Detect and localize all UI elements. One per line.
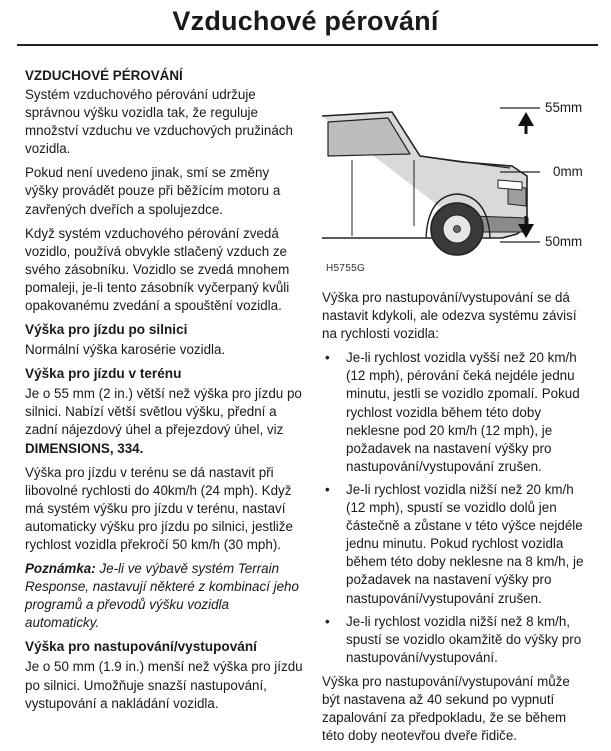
- bullet-icon: •: [325, 350, 330, 366]
- left-column: [25, 67, 303, 719]
- label-50mm: 50mm: [545, 234, 583, 249]
- offroad-paragraph-1: [25, 385, 303, 457]
- closing-paragraph: Výška pro nastupování/vystupování může být nastavena až 40 sekund po vypnutí zapalování za předpokladu, že se během této doby neotevřou dveře řidiče.: [322, 673, 570, 744]
- note-label: Poznámka:: [25, 561, 96, 577]
- right-column: [322, 289, 590, 751]
- access-intro: Výška pro nastupování/vystupování se dá nastavit kdykoli, ale odezva systému závisí na rychlosti vozidla:: [322, 290, 577, 342]
- list-item-text: Je-li rychlost vozidla vyšší než 20 km/h (12 mph), pérování čeká nejdéle jednu minutu, jestli se vozidlo zpomalí. Pokud rychlost vozidla během této doby neklesne pod 20 km/h (12 mph), je požadavek na nastavení výšky pro nastupování/vystupování zrušen.: [346, 350, 580, 474]
- intro-paragraph-2: Pokud není uvedeno jinak, smí se změny výšky provádět pouze při běžícím motoru a zavřených dveřích a spolujezdce.: [25, 165, 281, 217]
- section-heading-air-suspension: VZDUCHOVÉ PÉROVÁNÍ: [25, 68, 183, 83]
- arrow-up-stem: [525, 126, 528, 134]
- arrow-down-stem: [525, 216, 528, 224]
- bullet-icon: •: [325, 613, 330, 629]
- figure-caption: H5755G: [326, 263, 366, 274]
- subheading-road-height: Výška pro jízdu po silnici: [25, 322, 188, 338]
- note-text: Je-li ve výbavě systém Terrain Response, nastavují některé z kombinací jeho programů a převodů výšku vozidla automaticky.: [25, 561, 299, 631]
- intro-paragraph-3: Když systém vzduchového pérování zvedá vozidlo, používá obvykle stlačený vzduch ze svého zásobníku. Vozidlo se zvedá mnohem pomaleji, je-li tento zásobník vyčerpaný kvůli opakovanému zvedání a spouštění vozidla.: [25, 225, 290, 314]
- label-0mm: 0mm: [553, 164, 583, 179]
- offroad-paragraph-2: Výška pro jízdu v terénu se dá nastavit při libovolné rychlosti do 40km/h (24 mph). Když má systém výšku pro jízdu v terénu, nastaví automaticky výšku pro jízdu po silnici, jestliže rychlost vozidla překročí 50 km/h (30 mph).: [25, 464, 293, 552]
- subheading-offroad-height: Výška pro jízdu v terénu: [25, 366, 182, 382]
- list-item: [322, 481, 590, 608]
- list-item: [322, 613, 590, 667]
- offroad-paragraph-1-end: .: [139, 440, 144, 456]
- dimensions-cross-reference[interactable]: DIMENSIONS, 334: [25, 440, 140, 456]
- subheading-access-height: Výška pro nastupování/vystupování: [25, 639, 257, 655]
- offroad-paragraph-1-text: Je o 55 mm (2 in.) větší než výška pro jízdu po silnici. Nabízí větší světlou výšku, přední a zadní nájezdový úhel a přejezdový úhel, viz: [25, 386, 302, 438]
- list-item: [322, 349, 590, 476]
- wheel-hub: [454, 226, 461, 233]
- list-item-text: Je-li rychlost vozidla nižší než 20 km/h (12 mph), spustí se vozidlo dolů jen částečně a zůstane v této výšce nejdéle jednu minutu. Pokud rychlost vozidla během této doby neklesne na 8 km/h, je požadavek na nastavení výšky pro nastupování/vystupování zrušen.: [346, 481, 584, 606]
- list-item-text: Je-li rychlost vozidla nižší než 8 km/h, spustí se vozidlo okamžitě do výšky pro nastupování/vystupování.: [346, 613, 582, 665]
- bullet-icon: •: [325, 481, 330, 497]
- vehicle-height-illustration: [322, 96, 592, 286]
- arrow-up: [518, 112, 534, 126]
- car-headlight: [498, 180, 522, 190]
- label-55mm: 55mm: [545, 100, 583, 115]
- access-height-text: Je o 50 mm (1.9 in.) menší než výška pro jízdu po silnici. Umožňuje snazší nastupování, vystupování a nakládání vozidla.: [25, 659, 303, 711]
- vehicle-side-view: [322, 112, 528, 255]
- road-height-text: Normální výška karosérie vozidla.: [25, 342, 226, 358]
- intro-paragraph-1: Systém vzduchového pérování udržuje správnou výšku vozidla tak, že reguluje množství vzduchu ve vzduchových pružinách vozidla.: [25, 87, 293, 157]
- note-paragraph: [25, 560, 303, 632]
- speed-conditions-list: [322, 349, 590, 667]
- title-underline: [17, 44, 598, 46]
- page-title: Vzduchové pérování: [172, 6, 439, 36]
